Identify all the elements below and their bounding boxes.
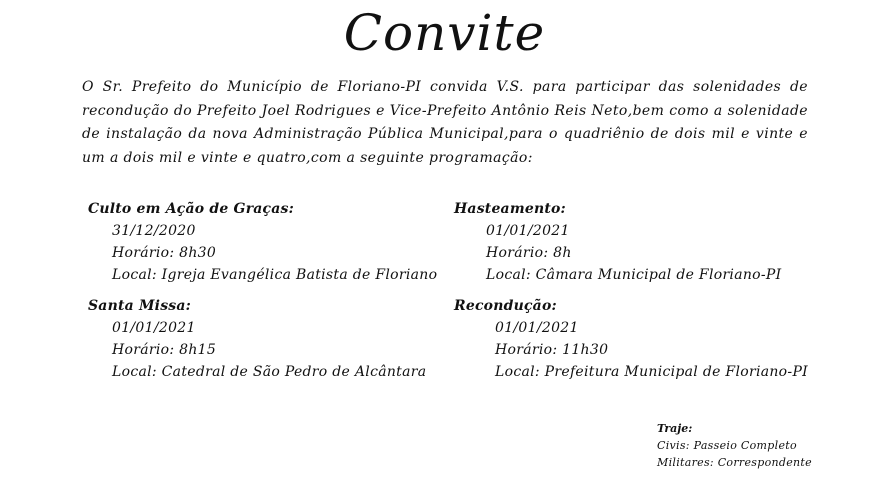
event-reconducao-place: Local: Prefeitura Municipal de Floriano-PI: [495, 364, 808, 380]
event-missa-heading: Santa Missa:: [88, 298, 191, 314]
event-hasteamento-heading: Hasteamento:: [454, 201, 566, 217]
event-hasteamento-time: Horário: 8h: [486, 245, 572, 261]
event-missa-time: Horário: 8h15: [112, 342, 217, 358]
attire-militares: Militares: Correspondente: [657, 456, 812, 469]
event-culto-heading: Culto em Ação de Graças:: [88, 201, 295, 217]
event-culto-time: Horário: 8h30: [112, 245, 217, 261]
event-culto-place: Local: Igreja Evangélica Batista de Floriano: [112, 267, 438, 283]
event-hasteamento-place: Local: Câmara Municipal de Floriano-PI: [486, 267, 782, 283]
event-reconducao-date: 01/01/2021: [495, 320, 579, 336]
event-hasteamento-date: 01/01/2021: [486, 223, 570, 239]
event-culto: [88, 198, 437, 286]
event-missa: [88, 295, 426, 383]
event-reconducao-time: Horário: 11h30: [495, 342, 609, 358]
event-reconducao-heading: Recondução:: [454, 298, 557, 314]
attire-civis: Civis: Passeio Completo: [657, 439, 797, 452]
attire-heading: Traje:: [657, 422, 693, 435]
attire-section: [657, 420, 812, 471]
event-missa-date: 01/01/2021: [112, 320, 196, 336]
event-hasteamento: [454, 198, 782, 286]
invitation-intro-paragraph: O Sr. Prefeito do Município de Floriano-PI convida V.S. para participar das solenidades de recondução do Prefeito Joel Rodrigues e Vice-Prefeito Antônio Reis Neto,bem como a solenidade de instalação da nova Administração Pública Municipal,para o quadriênio de dois mil e vinte e um a dois mil e vinte e quatro,com a seguinte programação:: [82, 79, 808, 166]
event-reconducao: [454, 295, 808, 383]
invitation-title: Convite: [343, 4, 546, 62]
event-culto-date: 31/12/2020: [112, 223, 196, 239]
event-missa-place: Local: Catedral de São Pedro de Alcântara: [112, 364, 427, 380]
